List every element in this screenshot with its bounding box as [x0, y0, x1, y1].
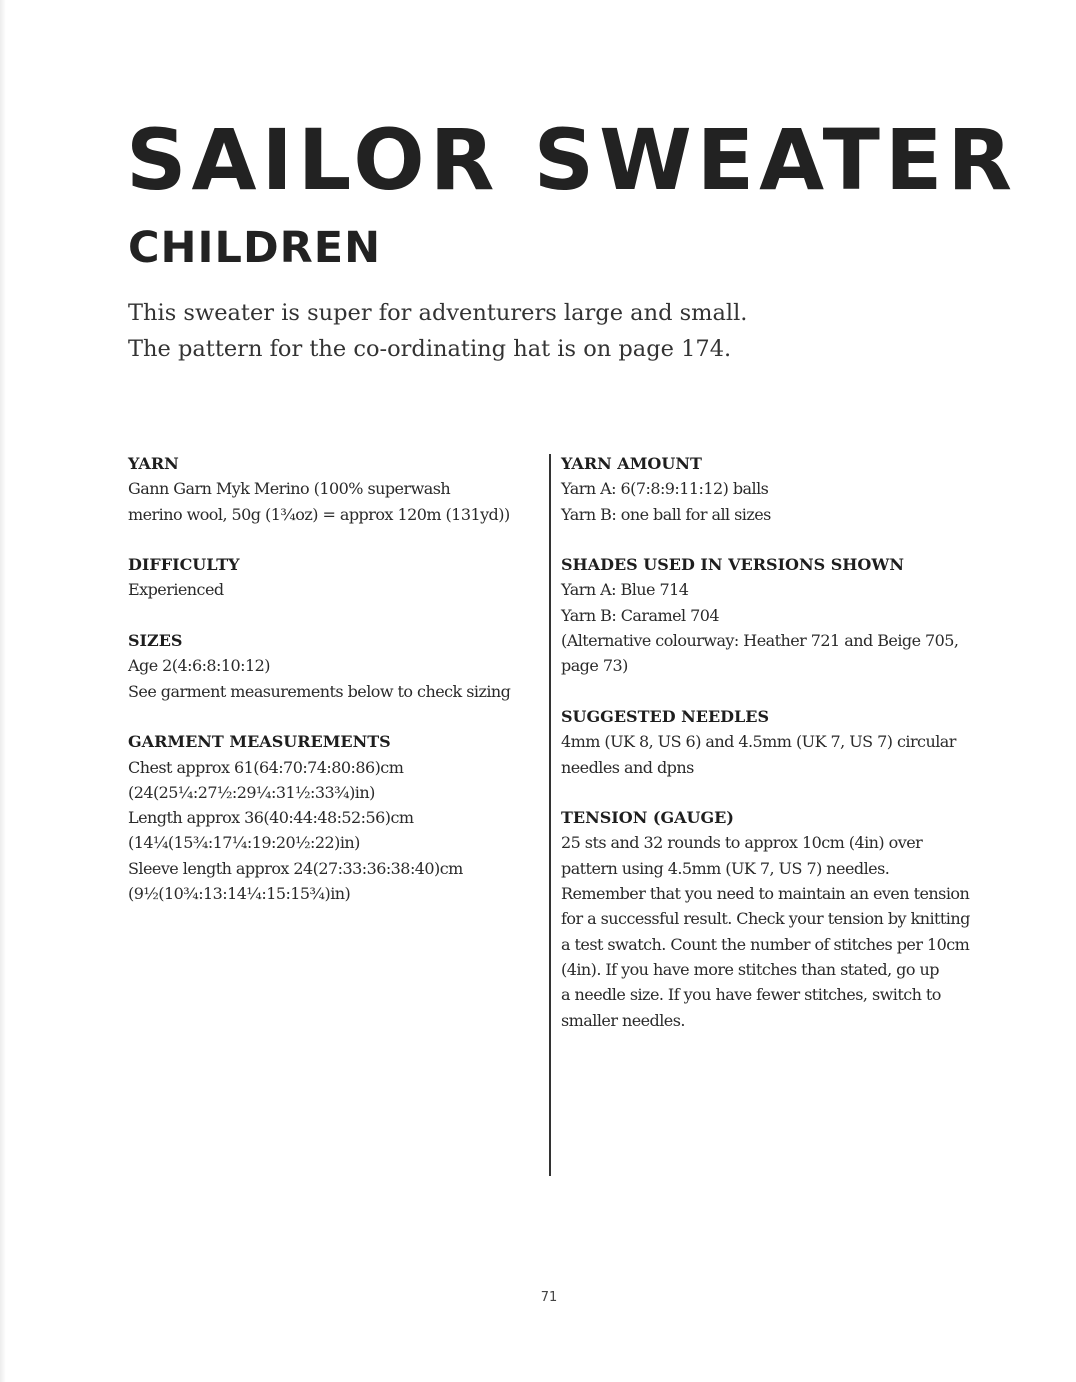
- section-line: a test swatch. Count the number of stitches per 10cm: [561, 934, 970, 954]
- section-garment-measurements: [128, 729, 528, 906]
- intro-line: The pattern for the co-ordinating hat is on page 174.: [128, 336, 732, 362]
- section-heading: GARMENT MEASUREMENTS: [128, 732, 391, 752]
- section-difficulty: [128, 552, 528, 603]
- section-line: pattern using 4.5mm (UK 7, US 7) needles.: [561, 858, 890, 878]
- section-line: Yarn B: Caramel 704: [561, 605, 720, 625]
- section-yarn: [128, 451, 528, 527]
- column-divider: [549, 454, 551, 1176]
- section-heading: YARN AMOUNT: [561, 454, 702, 473]
- page-subtitle: CHILDREN: [128, 223, 382, 273]
- intro-line: This sweater is super for adventurers large and small.: [128, 300, 748, 326]
- section-heading: TENSION (GAUGE): [561, 808, 734, 828]
- section-line: Experienced: [128, 580, 224, 600]
- section-heading: DIFFICULTY: [128, 555, 240, 575]
- section-line: 25 sts and 32 rounds to approx 10cm (4in) over: [561, 833, 923, 853]
- section-heading: SUGGESTED NEEDLES: [561, 706, 770, 726]
- section-line: Yarn A: Blue 714: [561, 580, 689, 600]
- section-line: Age 2(4:6:8:10:12): [128, 656, 270, 676]
- section-heading: YARN: [128, 454, 179, 473]
- section-line: 4mm (UK 8, US 6) and 4.5mm (UK 7, US 7) circular: [561, 732, 956, 752]
- section-line: Sleeve length approx 24(27:33:36:38:40)cm: [128, 858, 463, 878]
- section-heading: SIZES: [128, 631, 183, 651]
- section-tension: [561, 805, 981, 1033]
- section-line: (Alternative colourway: Heather 721 and Beige 705,: [561, 631, 959, 651]
- section-line: smaller needles.: [561, 1010, 685, 1030]
- section-line: (24(25¼:27½:29¼:31½:33¾)in): [128, 782, 375, 802]
- section-yarn-amount: [561, 451, 981, 527]
- section-heading: SHADES USED IN VERSIONS SHOWN: [561, 555, 904, 575]
- left-column: [128, 451, 528, 932]
- intro-paragraph: [128, 295, 828, 367]
- section-line: See garment measurements below to check sizing: [128, 681, 511, 701]
- section-line: Gann Garn Myk Merino (100% superwash: [128, 479, 451, 499]
- section-line: (9½(10¾:13:14¼:15:15¾)in): [128, 884, 351, 904]
- section-line: Yarn A: 6(7:8:9:11:12) balls: [561, 479, 769, 499]
- section-shades: [561, 552, 981, 678]
- page-edge-shadow: [0, 0, 6, 1382]
- section-line: needles and dpns: [561, 757, 694, 777]
- page-title: SAILOR SWEATER: [126, 111, 1018, 209]
- section-line: page 73): [561, 656, 628, 676]
- section-line: Length approx 36(40:44:48:52:56)cm: [128, 808, 414, 828]
- page-number: 71: [540, 1290, 558, 1305]
- section-suggested-needles: [561, 704, 981, 780]
- section-line: (14¼(15¾:17¼:19:20½:22)in): [128, 833, 360, 853]
- section-line: (4in). If you have more stitches than stated, go up: [561, 959, 939, 979]
- right-column: [561, 451, 981, 1058]
- section-line: a needle size. If you have fewer stitches, switch to: [561, 985, 941, 1005]
- section-line: Chest approx 61(64:70:74:80:86)cm: [128, 757, 404, 777]
- section-line: Yarn B: one ball for all sizes: [561, 504, 771, 524]
- section-sizes: [128, 628, 528, 704]
- section-line: for a successful result. Check your tension by knitting: [561, 909, 970, 929]
- section-line: Remember that you need to maintain an even tension: [561, 884, 970, 904]
- section-line: merino wool, 50g (1¾oz) = approx 120m (131yd)): [128, 504, 510, 524]
